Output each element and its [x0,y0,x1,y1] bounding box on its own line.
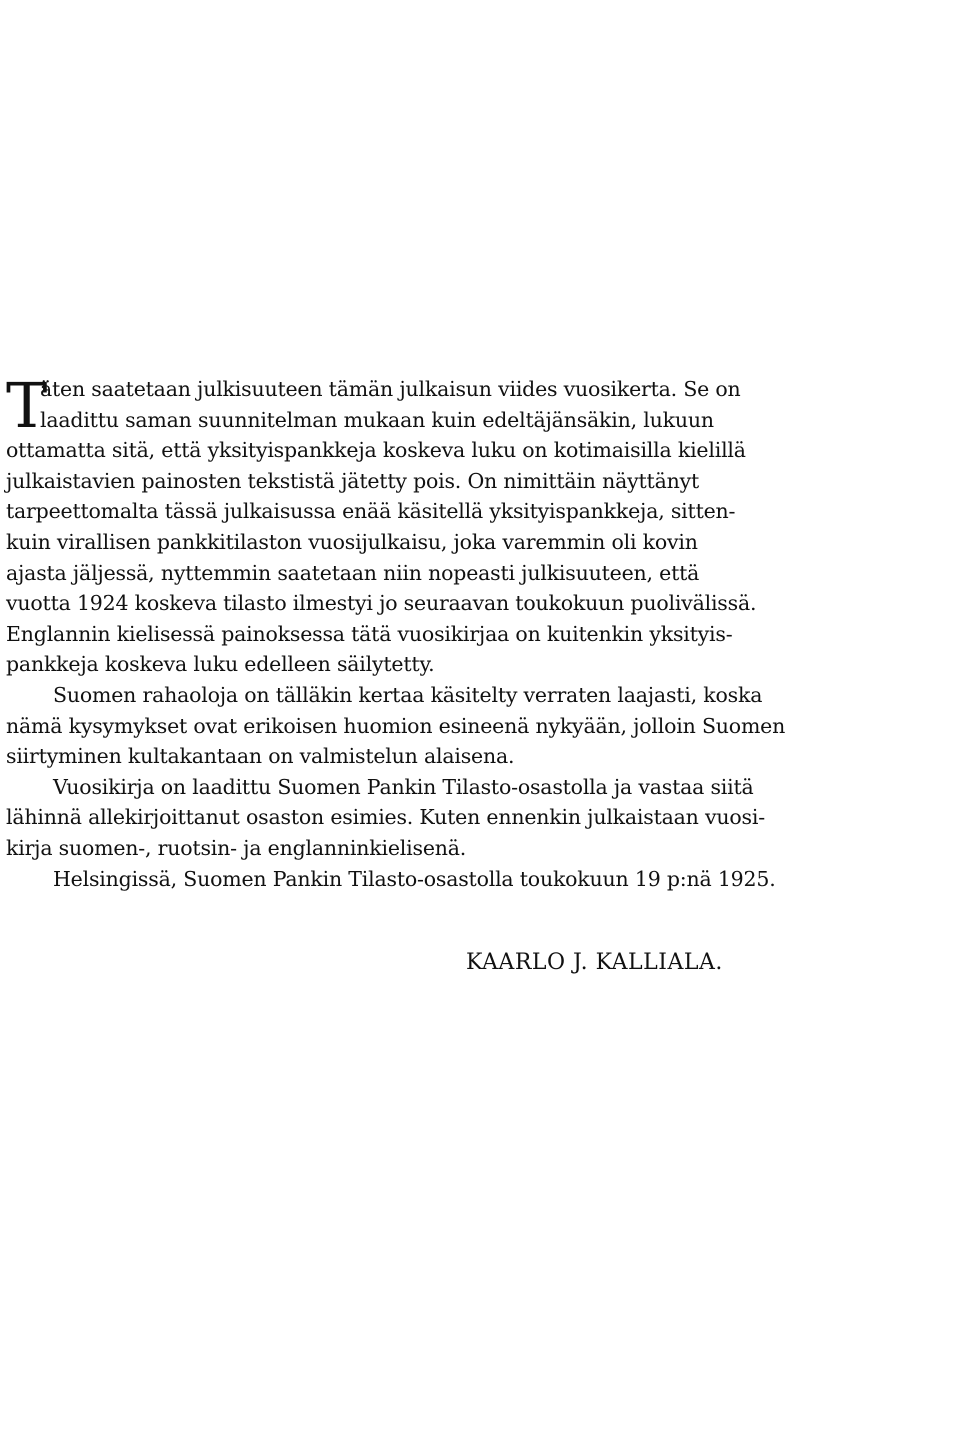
paragraph-2-line-2: nämä kysymykset ovat erikoisen huomion esineenä nykyään, jolloin Suomen [6,713,786,738]
paragraph-2-line-3: siirtyminen kultakantaan on valmistelun alaisena. [6,744,515,769]
signature: KAARLO J. KALLIALA. [466,950,723,975]
paragraph-1-line-6: kuin virallisen pankkitilaston vuosijulkaisu, joka varemmin oli kovin [6,529,698,554]
paragraph-1-line-3: ottamatta sitä, että yksityispankkeja koskeva luku on kotimaisilla kielillä [6,438,746,463]
paragraph-1-line-9: Englannin kielisessä painoksessa tätä vuosikirjaa on kuitenkin yksityis- [6,621,733,646]
drop-cap: T [6,369,48,442]
paragraph-3-line-3: kirja suomen-, ruotsin- ja englanninkielisenä. [6,835,467,860]
document-body [6,369,786,894]
paragraph-3-line-1: Vuosikirja on laadittu Suomen Pankin Tilasto-osastolla ja vastaa siitä [53,774,754,799]
paragraph-3-line-2: lähinnä allekirjoittanut osaston esimies. Kuten ennenkin julkaistaan vuosi- [6,805,765,830]
paragraph-2-line-1: Suomen rahaoloja on tälläkin kertaa käsitelty verraten laajasti, koska [53,682,763,707]
paragraph-1-line-10: pankkeja koskeva luku edelleen säilytetty. [6,652,435,677]
paragraph-1-line-5: tarpeettomalta tässä julkaisussa enää käsitellä yksityispankkeja, sitten- [6,499,736,524]
paragraph-1-line-1: äten saatetaan julkisuuteen tämän julkaisun viides vuosikerta. Se on [40,377,741,401]
place-date-line: Helsingissä, Suomen Pankin Tilasto-osastolla toukokuun 19 p:nä 1925. [53,866,776,891]
paragraph-1-line-4: julkaistavien painosten tekstistä jätetty pois. On nimittäin näyttänyt [6,468,700,493]
paragraph-1-line-8: vuotta 1924 koskeva tilasto ilmestyi jo seuraavan toukokuun puolivälissä. [6,591,757,616]
paragraph-1-line-7: ajasta jäljessä, nyttemmin saatetaan niin nopeasti julkisuuteen, että [6,560,700,585]
paragraph-1-line-2: laadittu saman suunnitelman mukaan kuin edeltäjänsäkin, lukuun [40,407,714,432]
